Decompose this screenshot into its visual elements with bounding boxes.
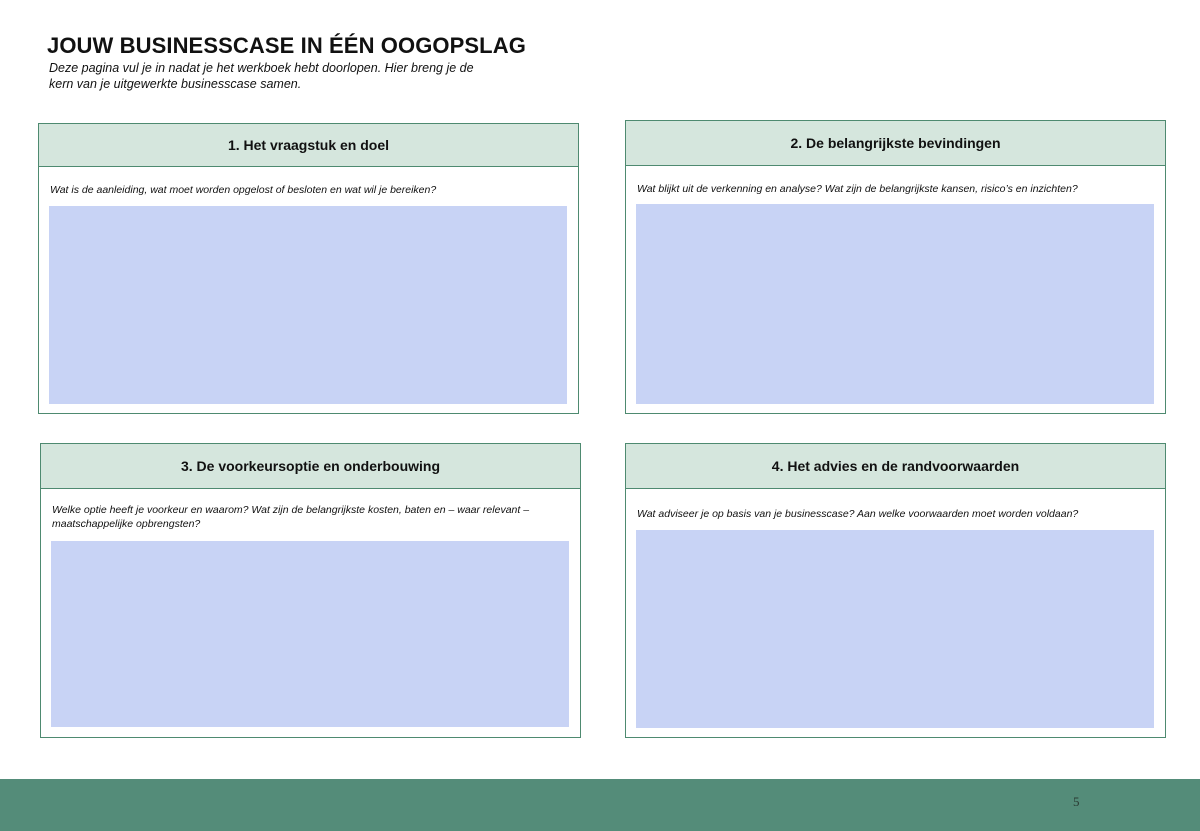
answer-field-voorkeursoptie-en-onderbouwing[interactable] xyxy=(51,541,569,727)
panel-title: 3. De voorkeursoptie en onderbouwing xyxy=(41,444,580,489)
answer-field-belangrijkste-bevindingen[interactable] xyxy=(636,204,1154,404)
footer-bar xyxy=(0,779,1200,831)
panel-question: Wat adviseer je op basis van je businesscase? Aan welke voorwaarden moet worden voldaan? xyxy=(637,508,1079,520)
panel-question: Wat blijkt uit de verkenning en analyse? Wat zijn de belangrijkste kansen, risico’s en inzichten? xyxy=(637,183,1078,195)
panel-title: 2. De belangrijkste bevindingen xyxy=(626,121,1165,166)
panel-question: Wat is de aanleiding, wat moet worden opgelost of besloten en wat wil je bereiken? xyxy=(50,184,437,196)
answer-field-advies-en-randvoorwaarden[interactable] xyxy=(636,530,1154,728)
panel-question: Welke optie heeft je voorkeur en waarom? Wat zijn de belangrijkste kosten, baten en – waar relevant – maatschappelijke opbrengsten? xyxy=(52,504,530,530)
answer-field-vraagstuk-en-doel[interactable] xyxy=(49,206,567,404)
panel-belangrijkste-bevindingen xyxy=(625,120,1166,414)
panel-advies-en-randvoorwaarden xyxy=(625,443,1166,738)
panel-title: 4. Het advies en de randvoorwaarden xyxy=(626,444,1165,489)
page-intro: Deze pagina vul je in nadat je het werkboek hebt doorlopen. Hier breng je de kern van je uitgewerkte businesscase samen. xyxy=(49,61,474,91)
panel-vraagstuk-en-doel xyxy=(38,123,579,414)
panel-title: 1. Het vraagstuk en doel xyxy=(39,124,578,167)
page-number: 5 xyxy=(1073,794,1080,809)
page-title: JOUW BUSINESSCASE IN ÉÉN OOGOPSLAG xyxy=(47,33,526,58)
panel-voorkeursoptie-en-onderbouwing xyxy=(40,443,581,738)
